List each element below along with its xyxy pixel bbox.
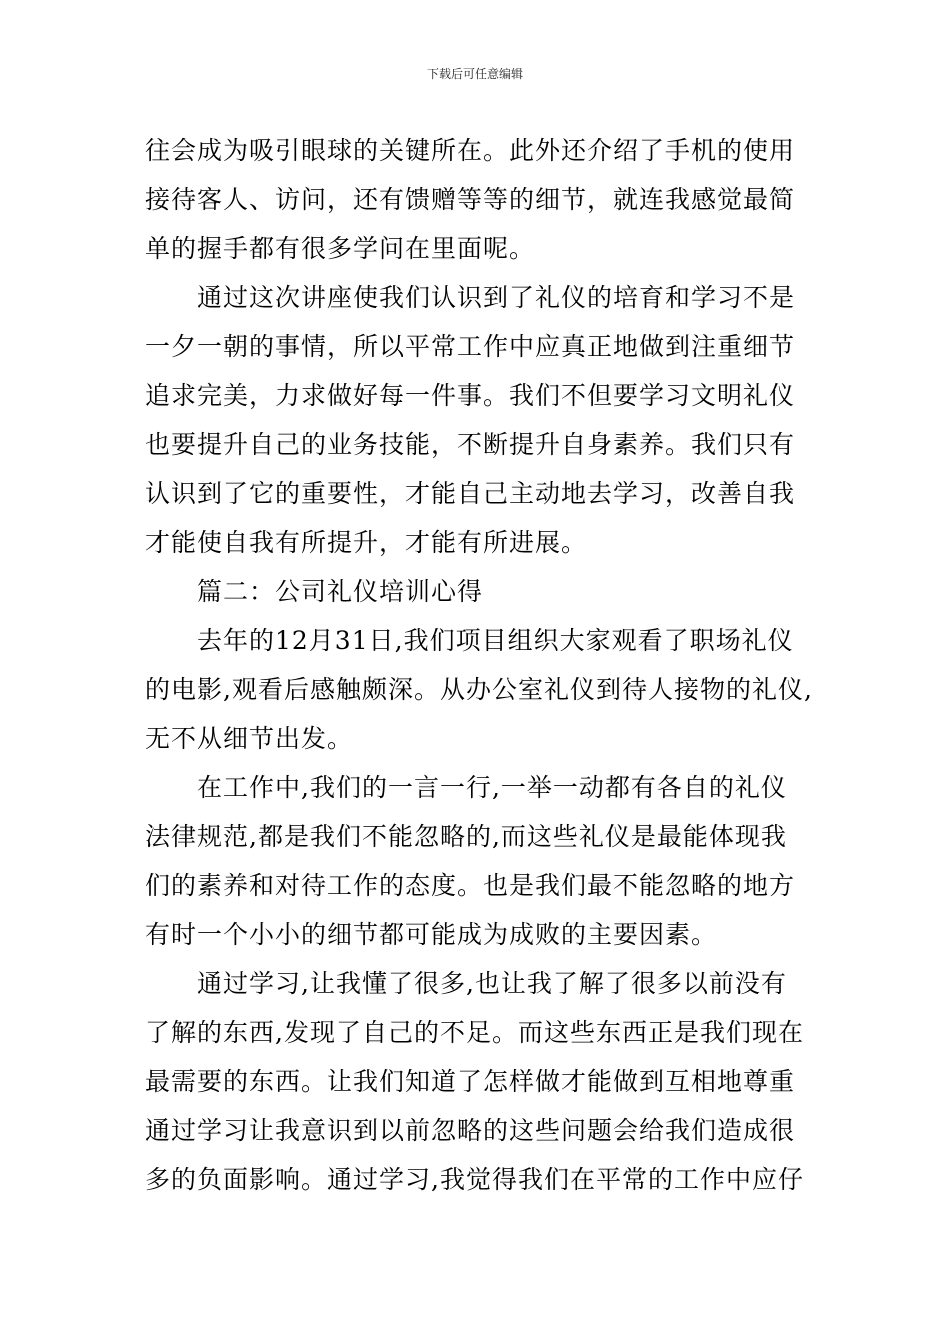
text-line: 们的素养和对待工作的态度。也是我们最不能忽略的地方 [145, 871, 796, 900]
text-line: 去年的12月31日,我们项目组织大家观看了职场礼仪 [197, 626, 794, 655]
section-heading: 篇二：公司礼仪培训心得 [197, 577, 484, 606]
text-line: 单的握手都有很多学问在里面呢。 [145, 234, 536, 263]
text-line: 通过这次讲座使我们认识到了礼仪的培育和学习不是 [197, 283, 796, 312]
text-line: 多的负面影响。通过学习,我觉得我们在平常的工作中应仔 [145, 1165, 804, 1194]
text-line: 一夕一朝的事情，所以平常工作中应真正地做到注重细节 [145, 332, 796, 361]
text-line: 在工作中,我们的一言一行,一举一动都有各自的礼仪 [197, 773, 787, 802]
page-header: 下载后可任意编辑 [426, 67, 523, 81]
text-line: 追求完美，力求做好每一件事。我们不但要学习文明礼仪 [145, 381, 796, 410]
text-line: 无不从细节出发。 [145, 724, 354, 753]
text-line: 有时一个小小的细节都可能成为成败的主要因素。 [145, 920, 718, 949]
text-line: 认识到了它的重要性，才能自己主动地去学习，改善自我 [145, 479, 796, 508]
text-line: 了解的东西,发现了自己的不足。而这些东西正是我们现在 [145, 1018, 804, 1047]
text-line: 也要提升自己的业务技能，不断提升自身素养。我们只有 [145, 430, 796, 459]
text-line: 通过学习让我意识到以前忽略的这些问题会给我们造成很 [145, 1116, 796, 1145]
text-line: 才能使自我有所提升，才能有所进展。 [145, 528, 588, 557]
document-body [145, 126, 813, 1204]
text-line: 通过学习,让我懂了很多,也让我了解了很多以前没有 [197, 969, 787, 998]
text-line: 往会成为吸引眼球的关键所在。此外还介绍了手机的使用 [145, 136, 796, 165]
text-line: 最需要的东西。让我们知道了怎样做才能做到互相地尊重 [145, 1067, 796, 1096]
text-line: 接待客人、访问，还有馈赠等等的细节，就连我感觉最简 [145, 185, 796, 214]
text-line: 法律规范,都是我们不能忽略的,而这些礼仪是最能体现我 [145, 822, 787, 851]
text-line: 的电影,观看后感触颇深。从办公室礼仪到待人接物的礼仪, [145, 675, 813, 704]
